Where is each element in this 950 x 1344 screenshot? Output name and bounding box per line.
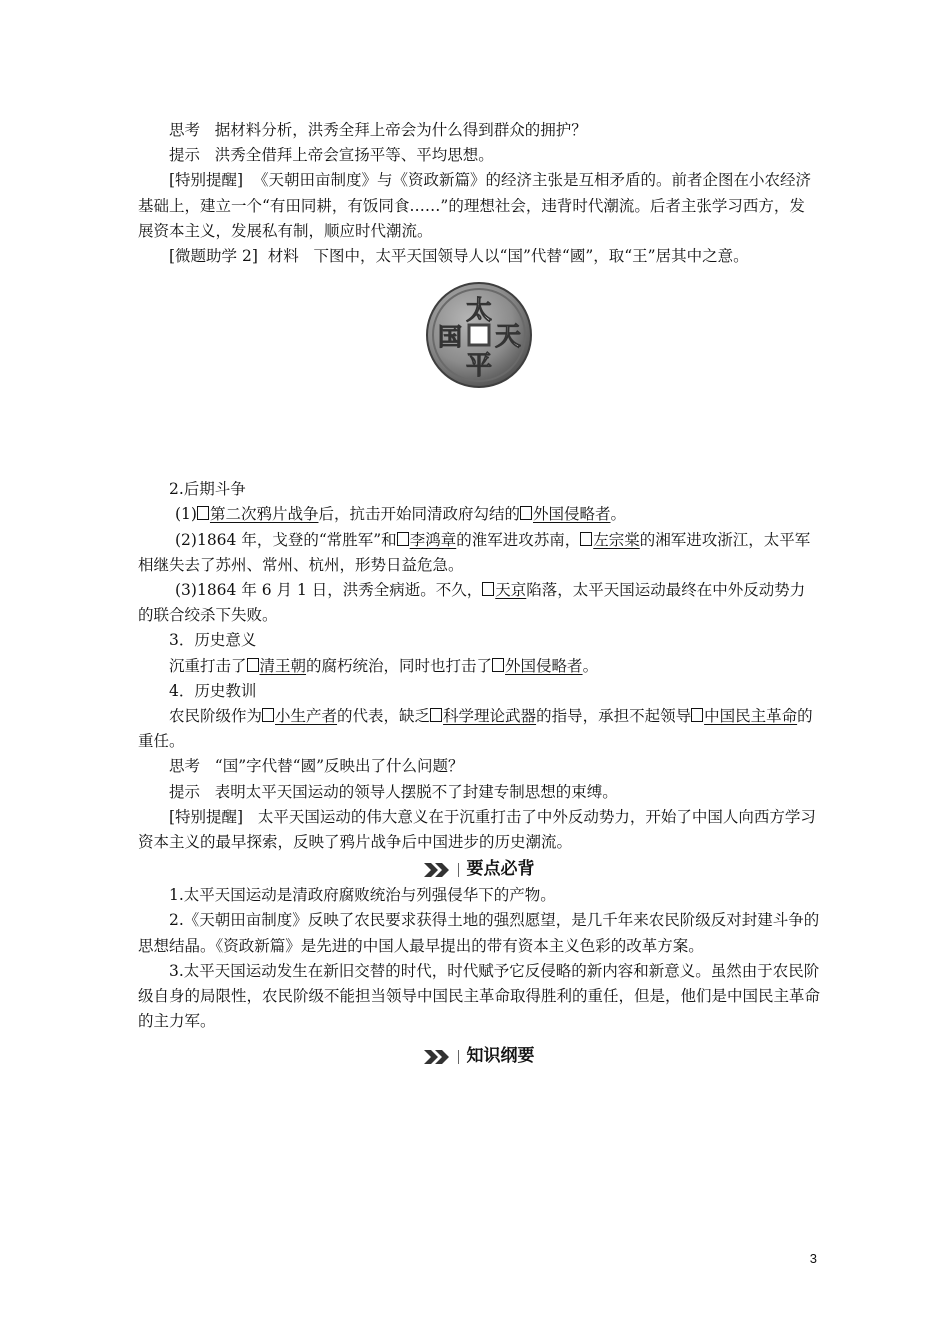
item-text: 后，抗击开始同清政府勾结的 [318, 505, 520, 524]
answer-tianjing: 天京 [495, 581, 527, 600]
coin-char-top: 太 [465, 296, 493, 327]
coin-char-left: 国 [438, 323, 462, 352]
item-number: (1) [175, 505, 197, 524]
item-text: 。 [582, 656, 599, 675]
heading-text: 知识纲要 [466, 1046, 535, 1067]
item-text: 农民阶级作为 [169, 707, 263, 726]
section-2-item-3 [138, 578, 820, 628]
answer-box-icon [197, 506, 209, 520]
double-chevron-icon [424, 1050, 454, 1064]
hint-label: 提示 [169, 782, 201, 801]
answer-second-opium-war: 第二次鸦片战争 [209, 505, 319, 524]
answer-box-icon [262, 708, 274, 722]
answer-small-producers: 小生产者 [275, 707, 338, 726]
item-text: 的指导，承担不起领导 [536, 707, 692, 726]
heading-text: 要点必背 [466, 859, 535, 880]
coin-char-right: 天 [494, 322, 522, 353]
item-text: 沉重打击了 [169, 656, 247, 675]
answer-foreign-invaders: 外国侵略者 [505, 656, 583, 675]
special-note-label: [特别提醒] [169, 171, 244, 190]
answer-box-icon [247, 658, 259, 672]
special-note-label: [特别提醒] [169, 807, 244, 826]
heading-divider [458, 863, 459, 877]
think-text: “国”字代替“國”反映出了什么问题？ [214, 757, 464, 776]
answer-box-icon [520, 506, 532, 520]
key-point-1: 1.太平天国运动是清政府腐败统治与列强侵华下的产物。 [169, 886, 556, 905]
answer-box-icon [482, 582, 494, 596]
key-point-3: 3.太平天国运动发生在新旧交替的时代，时代赋予它反侵略的新内容和新意义。虽然由于农民阶级自身的局限性，农民阶级不能担当领导中国民主革命取得胜利的重任，但是，他们是中国民主革命的主力军。 [138, 961, 821, 1031]
coin-image [425, 281, 533, 389]
page-number: 3 [809, 1251, 817, 1266]
item-text: (2)1864 年，戈登的“常胜军”和 [175, 530, 397, 549]
answer-box-icon [691, 708, 703, 722]
item-text: 的腐朽统治，同时也打击了 [306, 656, 493, 675]
heading-key-points [138, 855, 820, 883]
special-note-1 [138, 168, 820, 244]
special-note-text: 《天朝田亩制度》与《资政新篇》的经济主张是互相矛盾的。前者企图在小农经济基础上，建立一个“有田同耕，有饭同食……”的理想社会，违背时代潮流。后者主张学习西方，发展资本主义，发展私有制，顺应时代潮流。 [138, 171, 811, 240]
section-2-item-1 [138, 502, 820, 527]
answer-box-icon [580, 532, 592, 546]
item-text: 的代表，缺乏 [337, 707, 431, 726]
section-2-item-2 [138, 528, 820, 578]
item-text: (3)1864 年 6 月 1 日，洪秀全病逝。不久， [175, 581, 483, 600]
answer-box-icon [397, 532, 409, 546]
think-paragraph-2 [138, 754, 820, 779]
item-text: 陷落，太平天国运动最终在中外反动势力的联合绞杀下失败。 [138, 581, 806, 625]
double-chevron-icon [424, 863, 454, 877]
coin-figure [138, 281, 820, 471]
heading-knowledge-outline [138, 1042, 820, 1070]
think-label: 思考 [169, 121, 201, 139]
coin-char-bottom: 平 [465, 351, 493, 382]
hint-paragraph-2 [138, 780, 820, 805]
answer-box-icon [430, 708, 442, 722]
study-aid-paragraph [138, 244, 820, 269]
item-text: 的重任。 [138, 707, 813, 751]
special-note-2 [138, 805, 820, 855]
answer-democratic-revolution: 中国民主革命 [704, 707, 798, 726]
key-point-2: 2.《天朝田亩制度》反映了农民要求获得土地的强烈愿望，是几千年来农民阶级反对封建斗争的思想结晶。《资政新篇》是先进的中国人最早提出的带有资本主义色彩的改革方案。 [138, 911, 820, 955]
think-paragraph-1 [138, 118, 820, 143]
study-aid-label: [微题助学 2] [169, 247, 258, 266]
section-3-title: 3．历史意义 [169, 631, 257, 650]
answer-zuo-zongtang: 左宗棠 [593, 530, 640, 549]
section-4-body [138, 704, 820, 754]
item-text: 的湘军进攻浙江，太平军相继失去了苏州、常州、杭州，形势日益危急。 [138, 530, 811, 574]
material-label: 材料 [267, 247, 299, 266]
section-3-body [138, 654, 820, 679]
answer-li-hongzhang: 李鸿章 [409, 530, 457, 549]
page-content [138, 118, 820, 1070]
think-label: 思考 [169, 757, 201, 776]
item-text: 的淮军进攻苏南， [456, 530, 581, 549]
heading-divider [458, 1050, 459, 1064]
special-note-text: 太平天国运动的伟大意义在于沉重打击了中外反动势力，开始了中国人向西方学习资本主义的最早探索，反映了鸦片战争后中国进步的历史潮流。 [138, 807, 816, 852]
hint-text: 洪秀全借拜上帝会宣扬平等、平均思想。 [214, 146, 494, 165]
think-text: 据材料分析，洪秀全拜上帝会为什么得到群众的拥护？ [214, 121, 587, 139]
answer-box-icon [492, 658, 504, 672]
hint-label: 提示 [169, 146, 201, 165]
material-text: 下图中，太平天国领导人以“国”代替“國”，取“王”居其中之意。 [313, 247, 749, 266]
hint-text: 表明太平天国运动的领导人摆脱不了封建专制思想的束缚。 [214, 782, 618, 801]
hint-paragraph-1 [138, 143, 820, 168]
answer-foreign-invaders: 外国侵略者 [533, 505, 611, 524]
answer-scientific-theory: 科学理论武器 [443, 707, 537, 726]
section-4-title: 4．历史教训 [169, 681, 257, 700]
item-text: 。 [610, 505, 627, 524]
section-2-title: 2.后期斗争 [169, 480, 246, 499]
answer-qing-dynasty: 清王朝 [259, 656, 307, 675]
